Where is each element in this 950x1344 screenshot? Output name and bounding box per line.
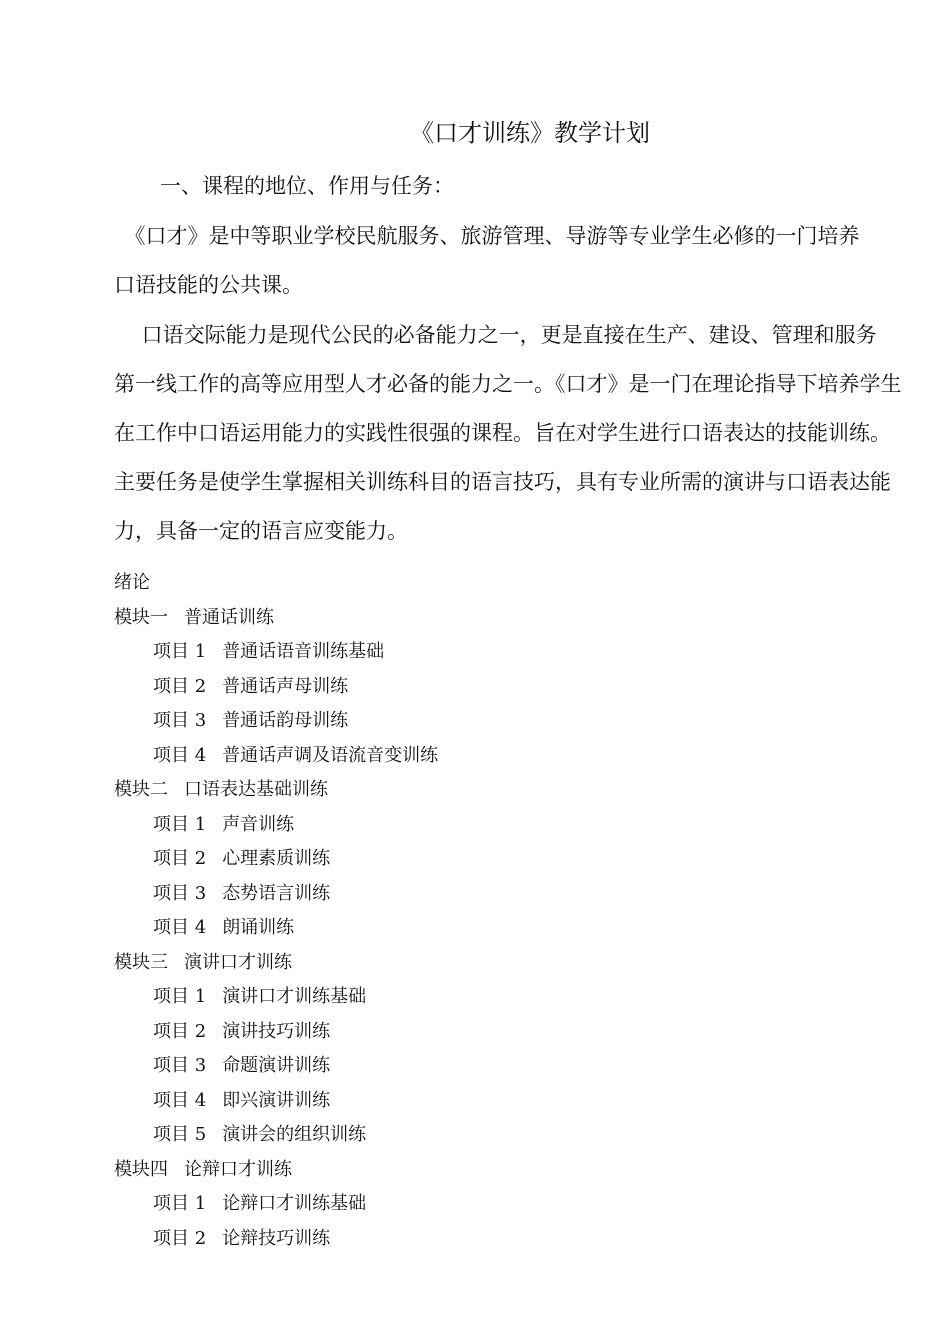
- course-outline: [114, 566, 914, 1256]
- outline-label: 项目 2: [153, 1227, 207, 1249]
- outline-item: [114, 877, 914, 912]
- paragraph-line: 在工作中口语运用能力的实践性很强的课程。旨在对学生进行口语表达的技能训练。: [114, 421, 891, 445]
- outline-module: [114, 773, 914, 808]
- outline-label: 模块三: [114, 951, 168, 973]
- outline-item: [114, 1084, 914, 1119]
- outline-title: 演讲会的组织训练: [222, 1124, 367, 1145]
- outline-label: 项目 4: [153, 917, 207, 938]
- outline-label: 项目 2: [153, 1020, 207, 1042]
- outline-title: 演讲口才训练: [184, 951, 292, 973]
- outline-label: 项目 3: [153, 882, 207, 904]
- paragraph-line: 第一线工作的高等应用型人才必备的能力之一。《口才》是一门在理论指导下培养学生: [114, 372, 902, 396]
- outline-label: 项目 3: [153, 710, 207, 731]
- outline-label: 项目 2: [153, 675, 207, 697]
- outline-title: 演讲技巧训练: [222, 1020, 331, 1042]
- paragraph-course-intro: [114, 212, 950, 310]
- outline-item: [114, 635, 914, 670]
- outline-module: [114, 1153, 914, 1188]
- outline-title: 普通话声母训练: [222, 675, 349, 697]
- outline-label: 项目 1: [153, 986, 207, 1007]
- outline-item: [114, 808, 914, 843]
- outline-item: [114, 670, 914, 705]
- outline-label: 项目 2: [153, 848, 207, 869]
- outline-title: 命题演讲训练: [222, 1055, 331, 1076]
- outline-title: 心理素质训练: [222, 848, 331, 869]
- paragraph-course-tasks: [114, 311, 950, 556]
- outline-title: 口语表达基础训练: [184, 779, 328, 800]
- outline-title: 论辩技巧训练: [222, 1227, 331, 1249]
- outline-item: [114, 1015, 914, 1050]
- outline-label: 项目 4: [153, 744, 207, 766]
- outline-item: [114, 1187, 914, 1222]
- outline-label: 项目 1: [153, 813, 207, 835]
- outline-label: 模块二: [114, 779, 168, 800]
- outline-item: [114, 1118, 914, 1153]
- outline-item: [114, 911, 914, 946]
- outline-label: 模块四: [114, 1158, 168, 1180]
- outline-item: [114, 980, 914, 1015]
- outline-title: 即兴演讲训练: [222, 1089, 331, 1111]
- outline-item: [114, 1222, 914, 1257]
- paragraph-line: 口语交际能力是现代公民的必备能力之一，更是直接在生产、建设、管理和服务: [114, 323, 877, 347]
- section-heading: 一、课程的地位、作用与任务：: [160, 174, 454, 198]
- paragraph-line: 主要任务是使学生掌握相关训练科目的语言技巧，具有专业所需的演讲与口语表达能: [114, 470, 891, 494]
- outline-title: 态势语言训练: [222, 882, 331, 904]
- outline-item: [114, 704, 914, 739]
- outline-title: 演讲口才训练基础: [222, 986, 367, 1007]
- outline-label: 项目 3: [153, 1055, 207, 1076]
- paragraph-line: 力，具备一定的语言应变能力。: [114, 519, 408, 543]
- outline-item: [114, 1049, 914, 1084]
- document-title: 《口才训练》教学计划: [410, 119, 650, 147]
- outline-label: 模块一: [114, 606, 168, 628]
- outline-title: 普通话语音训练基础: [222, 641, 385, 662]
- outline-title: 普通话韵母训练: [222, 710, 349, 731]
- outline-item: [114, 739, 914, 774]
- outline-module: [114, 946, 914, 981]
- outline-title: 论辩口才训练基础: [222, 1193, 367, 1214]
- outline-intro: [114, 566, 914, 601]
- outline-item: [114, 842, 914, 877]
- paragraph-line: 《口才》是中等职业学校民航服务、旅游管理、导游等专业学生必修的一门培养: [114, 224, 860, 248]
- outline-label: 项目 1: [153, 641, 207, 662]
- outline-module: [114, 601, 914, 636]
- paragraph-line: 口语技能的公共课。: [114, 273, 303, 297]
- outline-title: 普通话训练: [184, 606, 274, 628]
- outline-title: 论辩口才训练: [184, 1158, 292, 1180]
- outline-label: 绪论: [114, 572, 150, 593]
- outline-label: 项目 4: [153, 1089, 207, 1111]
- outline-label: 项目 1: [153, 1193, 207, 1214]
- outline-title: 声音训练: [222, 813, 295, 835]
- outline-title: 朗诵训练: [222, 917, 295, 938]
- outline-label: 项目 5: [153, 1124, 207, 1145]
- outline-title: 普通话声调及语流音变训练: [222, 744, 439, 766]
